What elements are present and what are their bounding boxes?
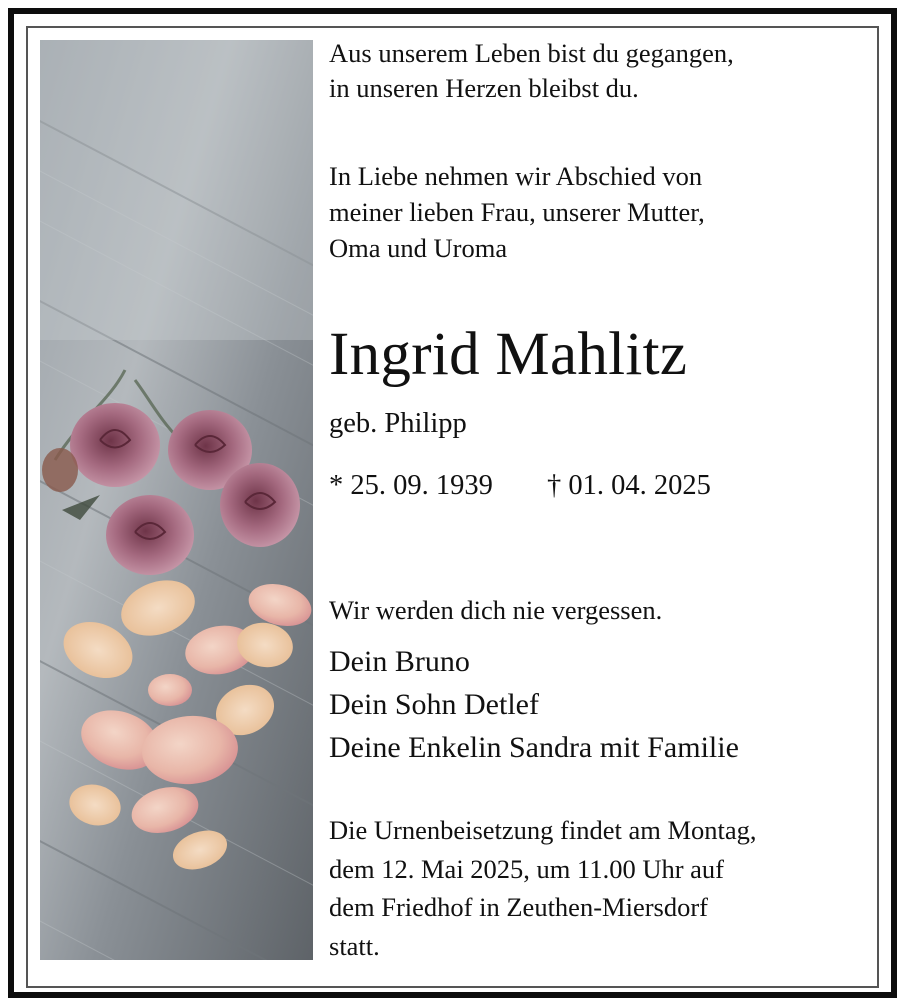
intro-line: Aus unserem Leben bist du gegangen,	[329, 38, 734, 68]
intro-line: in unseren Herzen bleibst du.	[329, 73, 639, 103]
burial-notice	[329, 811, 757, 965]
farewell-line: meiner lieben Frau, unserer Mutter,	[329, 197, 705, 227]
burial-line: dem 12. Mai 2025, um 11.00 Uhr auf	[329, 853, 724, 884]
death-date: † 01. 04. 2025	[547, 470, 711, 501]
farewell-line: In Liebe nehmen wir Abschied von	[329, 161, 703, 191]
deceased-name: Ingrid Mahlitz	[329, 321, 688, 388]
burial-line: dem Friedhof in Zeuthen-Miersdorf	[329, 892, 708, 922]
burial-line: statt.	[329, 930, 380, 961]
mourner: Deine Enkelin Sandra mit Familie	[329, 731, 739, 764]
life-dates	[329, 468, 711, 504]
farewell-line: Oma und Uroma	[329, 233, 508, 263]
mourner: Dein Sohn Detlef	[329, 688, 539, 721]
burial-line: Die Urnenbeisetzung findet am Montag,	[329, 815, 757, 845]
birth-date: * 25. 09. 1939	[329, 470, 493, 501]
farewell-paragraph	[329, 158, 705, 266]
memorial-quote: Wir werden dich nie vergessen.	[329, 595, 663, 625]
mourners-list	[329, 640, 739, 769]
birth-name: geb. Philipp	[329, 408, 467, 439]
dried-roses-image	[40, 40, 313, 960]
mourner: Dein Bruno	[329, 645, 470, 678]
intro-verse	[329, 36, 734, 106]
